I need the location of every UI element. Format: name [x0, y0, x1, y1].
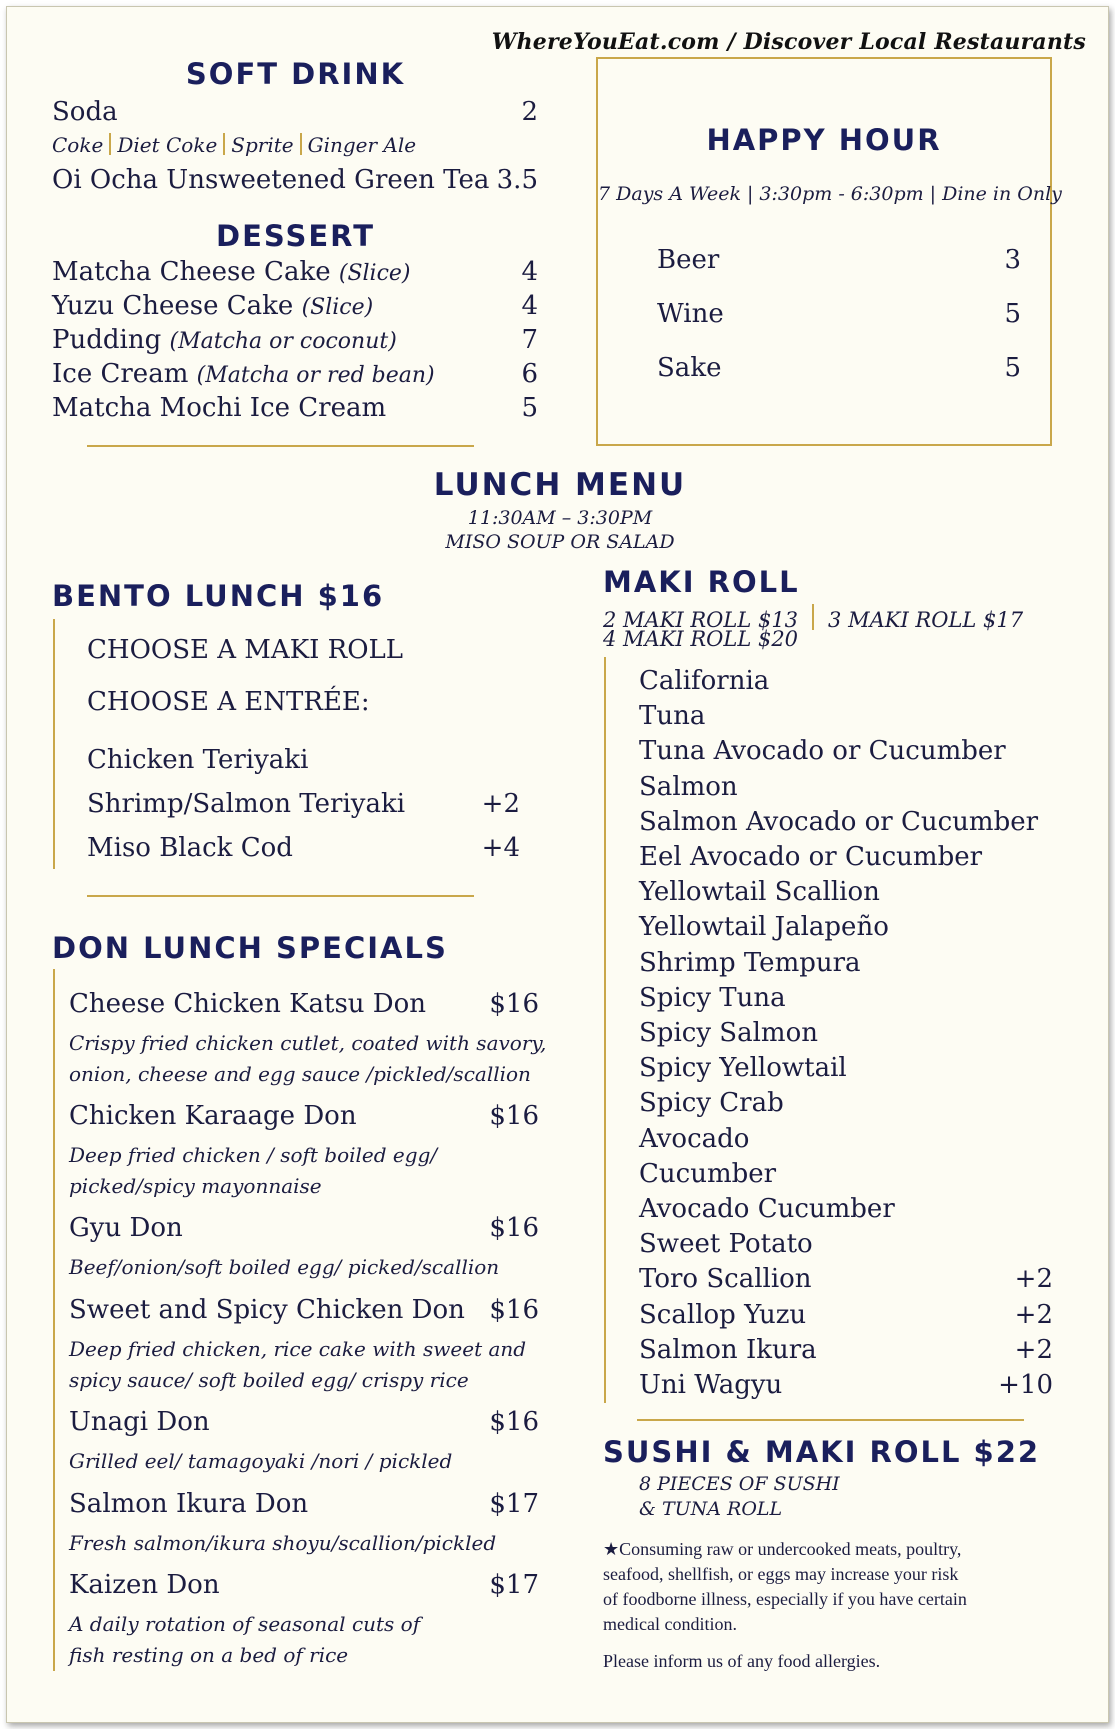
item-qualifier: (Matcha or red bean): [196, 363, 435, 388]
item-label: Pudding: [52, 325, 162, 355]
item-name: Cheese Chicken Katsu Don: [69, 989, 427, 1019]
soda-option: Ginger Ale: [307, 133, 417, 157]
item-name: [52, 359, 435, 389]
soda-option: Diet Coke: [117, 133, 218, 157]
item-name: Miso Black Cod: [87, 833, 293, 863]
menu-item: [657, 299, 1021, 329]
soda-option: Coke: [52, 133, 104, 157]
lunch-menu-heading: LUNCH MENU: [433, 467, 687, 503]
menu-item: [639, 1124, 1053, 1154]
item-name: Unagi Don: [69, 1407, 210, 1437]
item-label: Matcha Mochi Ice Cream: [52, 393, 387, 423]
menu-item: [639, 666, 1053, 696]
item-name: Cucumber: [639, 1158, 777, 1189]
item-price: $16: [489, 1407, 539, 1437]
item-name: Soda: [52, 97, 118, 127]
item-name: Scallop Yuzu: [639, 1299, 807, 1330]
item-label: Ice Cream: [52, 359, 189, 389]
menu-item: [657, 245, 1021, 275]
menu-item: [639, 736, 1053, 766]
lunch-hours: 11:30AM – 3:30PM: [467, 507, 653, 529]
allergy-notice: Please inform us of any food allergies.: [603, 1651, 881, 1671]
item-name: Spicy Yellowtail: [639, 1053, 847, 1084]
item-name: Tuna Avocado or Cucumber: [639, 736, 1006, 767]
item-price: +4: [481, 833, 520, 863]
item-name: Eel Avocado or Cucumber: [639, 842, 983, 872]
menu-page: [6, 6, 1109, 1723]
item-name: Salmon Ikura: [639, 1334, 817, 1365]
menu-item: [639, 1264, 1053, 1294]
menu-item: [639, 983, 1053, 1013]
menu-item: [639, 877, 1053, 907]
item-price: $16: [489, 1101, 539, 1131]
item-name: Chicken Karaage Don: [69, 1101, 357, 1131]
sushi-maki-line2: & TUNA ROLL: [639, 1498, 783, 1520]
notice-line: medical condition.: [603, 1614, 737, 1634]
dessert-heading: DESSERT: [216, 219, 375, 253]
menu-item: [639, 1053, 1053, 1083]
site-banner: WhereYouEat.com / Discover Local Restaurants: [491, 29, 1086, 55]
item-price: 3: [1004, 245, 1021, 275]
item-name: Toro Scallion: [639, 1264, 812, 1295]
maki-price-4: 4 MAKI ROLL $20: [603, 627, 799, 651]
item-name: Sweet Potato: [639, 1229, 813, 1260]
menu-item: [639, 807, 1053, 837]
bento-heading: BENTO LUNCH $16: [52, 579, 385, 613]
menu-item: [69, 1489, 539, 1519]
item-name: Oi Ocha Unsweetened Green Tea: [52, 165, 490, 195]
menu-item: [639, 1088, 1053, 1118]
notice-line: of foodborne illness, especially if you have certain: [603, 1589, 967, 1609]
item-price: +2: [1014, 1299, 1053, 1330]
divider: [637, 1419, 1024, 1421]
item-label: Yuzu Cheese Cake: [52, 291, 294, 321]
maki-heading: MAKI ROLL: [603, 565, 800, 599]
menu-item: [52, 97, 538, 127]
item-price: 6: [521, 359, 538, 389]
menu-item: [69, 1295, 539, 1325]
item-name: Sake: [657, 353, 722, 383]
item-name: California: [639, 666, 770, 696]
menu-item: [639, 1194, 1053, 1224]
menu-item: [639, 1018, 1053, 1048]
don-heading: DON LUNCH SPECIALS: [52, 931, 448, 965]
item-name: Wine: [657, 299, 724, 329]
menu-item: [69, 1101, 539, 1131]
item-price: $17: [489, 1489, 539, 1519]
menu-item: [639, 1159, 1053, 1189]
divider: [604, 657, 606, 1403]
sushi-maki-heading: SUSHI & MAKI ROLL $22: [603, 1435, 1041, 1469]
menu-item: [52, 291, 538, 321]
maki-price-2: 2 MAKI ROLL $13: [603, 608, 799, 632]
item-price: +2: [1014, 1264, 1053, 1295]
menu-item: [639, 701, 1053, 731]
menu-item: [52, 165, 538, 195]
item-name: Shrimp Tempura: [639, 947, 861, 978]
lunch-includes: MISO SOUP OR SALAD: [445, 531, 675, 553]
item-description: Crispy fried chicken cutlet, coated with savory,: [69, 1031, 547, 1055]
item-name: Uni Wagyu: [639, 1370, 783, 1400]
item-description: picked/spicy mayonnaise: [69, 1174, 322, 1198]
menu-item: [87, 833, 520, 863]
item-qualifier: (Slice): [301, 295, 374, 320]
item-price: 4: [521, 257, 538, 287]
item-price: +10: [998, 1370, 1053, 1400]
soft-drink-heading: SOFT DRINK: [185, 57, 406, 91]
menu-item: [639, 1229, 1053, 1259]
item-description: A daily rotation of seasonal cuts of: [69, 1612, 421, 1636]
menu-item: [639, 842, 1053, 872]
divider: [87, 445, 474, 447]
menu-item: [639, 948, 1053, 978]
item-name: [52, 393, 386, 423]
bento-choose-entree: CHOOSE A ENTRÉE:: [87, 687, 370, 717]
item-description: Grilled eel/ tamagoyaki /nori / pickled: [69, 1449, 453, 1473]
item-name: Spicy Crab: [639, 1088, 784, 1119]
item-name: Salmon: [639, 771, 738, 802]
item-name: [52, 325, 397, 355]
item-name: Spicy Tuna: [639, 982, 786, 1013]
item-price: $16: [489, 1213, 539, 1243]
item-name: Beer: [657, 245, 720, 275]
bento-choose-roll: CHOOSE A MAKI ROLL: [87, 635, 404, 665]
menu-item: [657, 353, 1021, 383]
item-description: fish resting on a bed of rice: [69, 1643, 349, 1667]
maki-price-3: 3 MAKI ROLL $17: [828, 608, 1024, 632]
divider: [53, 619, 55, 869]
menu-item: [52, 325, 538, 355]
menu-item: [639, 772, 1053, 802]
menu-item: [69, 1213, 539, 1243]
item-name: Salmon Avocado or Cucumber: [639, 806, 1039, 837]
item-price: 5: [1004, 299, 1021, 329]
menu-item: [69, 1407, 539, 1437]
item-name: Tuna: [639, 701, 706, 732]
menu-item: [87, 745, 520, 775]
item-price: 5: [1004, 353, 1021, 383]
item-description: onion, cheese and egg sauce /pickled/scallion: [69, 1062, 531, 1086]
happy-hour-schedule: 7 Days A Week | 3:30pm - 6:30pm | Dine in Only: [598, 183, 1062, 205]
item-name: Salmon Ikura Don: [69, 1489, 309, 1519]
soda-option: Sprite: [231, 133, 294, 157]
consumption-notice: [603, 1537, 967, 1637]
item-price: 3.5: [496, 165, 538, 195]
item-price: +2: [1014, 1334, 1053, 1365]
item-name: Avocado: [639, 1123, 750, 1154]
divider: [53, 969, 55, 1671]
item-name: [52, 257, 411, 287]
menu-item: [87, 789, 520, 819]
item-name: Kaizen Don: [69, 1570, 220, 1600]
item-name: Chicken Teriyaki: [87, 745, 309, 775]
item-price: $16: [489, 1295, 539, 1325]
item-qualifier: (Matcha or coconut): [169, 329, 397, 354]
item-label: Matcha Cheese Cake: [52, 257, 331, 287]
item-price: 7: [521, 325, 538, 355]
item-description: Deep fried chicken, rice cake with sweet and: [69, 1337, 527, 1361]
menu-item: [52, 393, 538, 423]
item-price: 4: [521, 291, 538, 321]
item-name: Spicy Salmon: [639, 1018, 818, 1048]
notice-line: seafood, shellfish, or eggs may increase your risk: [603, 1564, 959, 1584]
item-price: 2: [521, 97, 538, 127]
sushi-maki-line1: 8 PIECES OF SUSHI: [639, 1473, 840, 1495]
item-name: Gyu Don: [69, 1213, 183, 1243]
happy-hour-heading: HAPPY HOUR: [706, 123, 942, 157]
menu-item: [52, 359, 538, 389]
menu-item: [69, 1570, 539, 1600]
menu-item: [639, 1370, 1053, 1400]
item-price: +2: [481, 789, 520, 819]
item-description: spicy sauce/ soft boiled egg/ crispy rice: [69, 1368, 469, 1392]
menu-item: [639, 912, 1053, 942]
divider: [87, 895, 474, 897]
item-description: Fresh salmon/ikura shoyu/scallion/pickled: [69, 1531, 497, 1555]
menu-item: [52, 257, 538, 287]
item-name: Shrimp/Salmon Teriyaki: [87, 789, 406, 819]
item-price: $17: [489, 1570, 539, 1600]
menu-item: [639, 1335, 1053, 1365]
item-price: $16: [489, 989, 539, 1019]
item-description: Deep fried chicken / soft boiled egg/: [69, 1143, 438, 1167]
menu-item: [639, 1300, 1053, 1330]
menu-item: [69, 989, 539, 1019]
item-description: Beef/onion/soft boiled egg/ picked/scallion: [69, 1255, 500, 1279]
notice-line: ★Consuming raw or undercooked meats, poultry,: [603, 1539, 962, 1559]
item-name: [52, 291, 373, 321]
item-name: Avocado Cucumber: [639, 1194, 895, 1224]
item-name: Sweet and Spicy Chicken Don: [69, 1295, 465, 1325]
item-name: Yellowtail Jalapeño: [639, 912, 889, 943]
item-price: 5: [521, 393, 538, 423]
item-qualifier: (Slice): [338, 261, 411, 286]
soda-options: [52, 133, 416, 157]
item-name: Yellowtail Scallion: [639, 877, 880, 908]
